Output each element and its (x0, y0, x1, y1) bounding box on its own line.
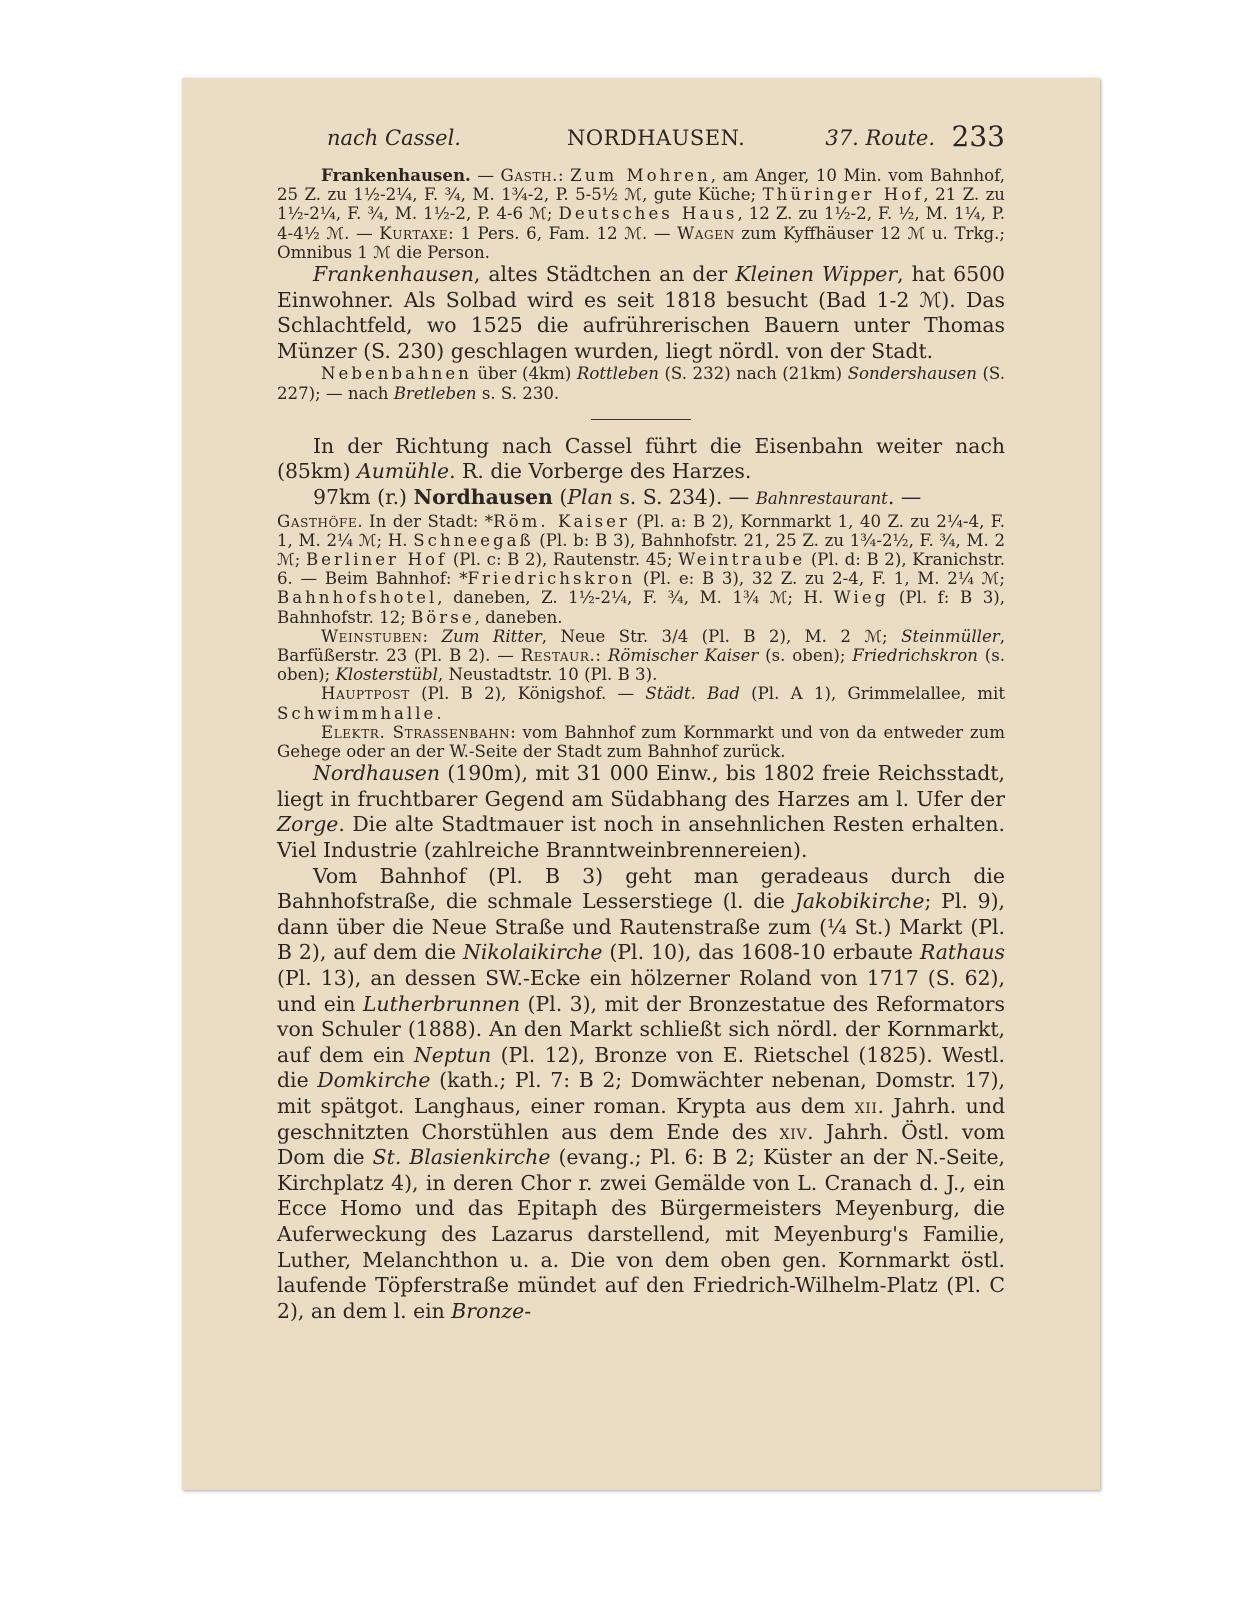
running-head (277, 120, 1005, 160)
book-page (182, 78, 1100, 1490)
richtung-paragraph: In der Richtung nach Cassel führt die Eisenbahn weiter nach (85km) Aumühle. R. die Vorberge des Harzes. (277, 433, 1005, 484)
nebenbahnen: Nebenbahnen über (4km) Rottleben (S. 232) nach (21km) Sondershausen (S. 227); — nach Bretleben s. S. 230. (277, 364, 1005, 403)
walking-route: Vom Bahnhof (Pl. B 3) geht man geradeaus durch die Bahnhofstraße, die schmale Lesserstiege (l. die Jakobikirche; Pl. 9), dann über die Neue Straße und Rautenstraße zum (¼ St.) Markt (Pl. B 2), auf dem die Nikolaikirche (Pl. 10), das 1608-10 erbaute Rathaus (Pl. 13), an dessen SW.-Ecke ein hölzerner Roland von 1717 (S. 62), und ein Lutherbrunnen (Pl. 3), mit der Bronzestatue des Reformators von Schuler (1888). An den Markt schließt sich nördl. der Kornmarkt, auf dem ein Neptun (Pl. 12), Bronze von E. Rietschel (1825). Westl. die Domkirche (kath.; Pl. 7: B 2; Domwächter nebenan, Domstr. 17), mit spätgot. Langhaus, einer roman. Krypta aus dem xii. Jahrh. und geschnitzten Chorstühlen aus dem Ende des xiv. Jahrh. Östl. vom Dom die St. Blasienkirche (evang.; Pl. 6: B 2; Küster an der N.-Seite, Kirchplatz 4), in deren Chor r. zwei Gemälde von L. Cranach d. J., ein Ecce Homo und das Epitaph des Bürgermeisters Meyenburg, die Auferweckung des Lazarus darstellend, mit Meyenburg's Familie, Luther, Melanchthon u. a. Die von dem oben gen. Kornmarkt östl. laufende Töpferstraße mündet auf den Friedrich-Wilhelm-Platz (Pl. C 2), an dem l. ein Bronze- (277, 863, 1006, 1323)
nordhausen-heading: 97km (r.) Nordhausen (Plan s. S. 234). — Bahnrestaurant. — (313, 484, 922, 509)
frankenhausen-description: Frankenhausen, altes Städtchen an der Kleinen Wipper, hat 6500 Einwohner. Als Solbad wird es seit 1818 besucht (Bad 1-2 ℳ). Das Schlachtfeld, wo 1525 die aufrührerischen Bauern unter Thomas Münzer (S. 230) geschlagen wurden, liegt nördl. von der Stadt. (277, 262, 1005, 363)
nordhausen-description: Nordhausen (190m), mit 31 000 Einw., bis 1802 freie Reichsstadt, liegt in fruchtbarer Gegend am Südabhang des Harzes am l. Ufer der Zorge. Die alte Stadtmauer ist noch in ansehnlichen Resten erhalten. Viel Industrie (zahlreiche Branntweinbrennereien). (277, 761, 1005, 862)
header-title: NORDHAUSEN. (567, 126, 746, 150)
hauptpost: Hauptpost (Pl. B 2), Königshof. — Städt. Bad (Pl. A 1), Grimmelallee, mit Schwimmhalle. (277, 684, 1005, 723)
weinstuben: Weinstuben: Zum Ritter, Neue Str. 3/4 (Pl. B 2), M. 2 ℳ; Steinmüller, Barfüßerstr. 23 (Pl. B 2). — Restaur.: Römischer Kaiser (s. oben); Friedrichskron (s. oben); Klosterstübl, Neustadtstr. 10 (Pl. B 3). (277, 626, 1005, 685)
header-direction: nach Cassel. (327, 126, 461, 150)
page-number: 233 (951, 120, 1005, 153)
page-content (277, 120, 1005, 1324)
frankenhausen-hotels: Frankenhausen. — Gasth.: Zum Mohren, am Anger, 10 Min. vom Bahnhof, 25 Z. zu 1½-2¼, F. ¾, M. 1¾-2, P. 5-5½ ℳ, gute Küche; Thüringer Hof, 21 Z. zu 1½-2¼, F. ¾, M. 1½-2, P. 4-6 ℳ; Deutsches Haus, 12 Z. zu 1½-2, F. ½, M. 1¼, P. 4-4½ ℳ. — Kurtaxe: 1 Pers. 6, Fam. 12 ℳ. — Wagen zum Kyffhäuser 12 ℳ u. Trkg.; Omnibus 1 ℳ die Person. (277, 165, 1006, 262)
section-divider (591, 419, 691, 420)
strassenbahn: Elektr. Straßenbahn: vom Bahnhof zum Kornmarkt und von da entweder zum Gehege oder an der W.-Seite der Stadt zum Bahnhof zurück. (277, 722, 1005, 762)
header-route: 37. Route. (825, 126, 935, 150)
nordhausen-hotels: Gasthöfe. In der Stadt: *Röm. Kaiser (Pl. a: B 2), Kornmarkt 1, 40 Z. zu 2¼-4, F. 1, M. 2¼ ℳ; H. Schneegaß (Pl. b: B 3), Bahnhofstr. 21, 25 Z. zu 1¾-2½, F. ¾, M. 2 ℳ; Berliner Hof (Pl. c: B 2), Rautenstr. 45; Weintraube (Pl. d: B 2), Kranichstr. 6. — Beim Bahnhof: *Friedrichskron (Pl. e: B 3), 32 Z. zu 2-4, F. 1, M. 2¼ ℳ; Bahnhofshotel, daneben, Z. 1½-2¼, F. ¾, M. 1¾ ℳ; H. Wieg (Pl. f: B 3), Bahnhofstr. 12; Börse, daneben. (277, 511, 1005, 627)
